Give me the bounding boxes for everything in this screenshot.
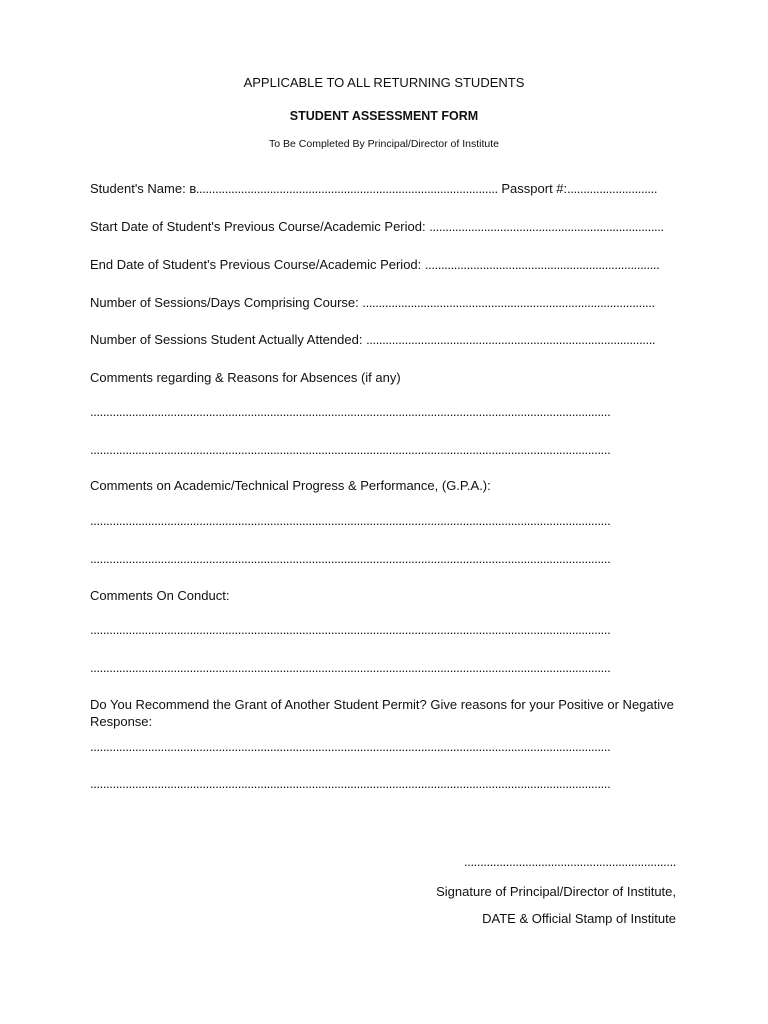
sessions-attended-row (90, 332, 676, 348)
sessions-total-field[interactable]: ........................................................................................... (362, 295, 655, 310)
conduct-label: Comments On Conduct: (90, 588, 230, 603)
absences-line-2[interactable]: .................................................................................................................................................................. (90, 442, 611, 457)
academic-label: Comments on Academic/Technical Progress & Performance, (G.P.A.): (90, 478, 491, 493)
date-stamp-caption: DATE & Official Stamp of Institute (482, 911, 676, 926)
form-subtitle: To Be Completed By Principal/Director of Institute (269, 138, 499, 150)
recommend-line-1[interactable]: .................................................................................................................................................................. (90, 739, 611, 754)
signature-caption: Signature of Principal/Director of Institute, (436, 884, 676, 899)
applicability-note: APPLICABLE TO ALL RETURNING STUDENTS (243, 75, 525, 90)
sessions-attended-field[interactable]: .......................................................................................... (366, 332, 656, 347)
form-title: STUDENT ASSESSMENT FORM (289, 109, 479, 123)
sessions-attended-label: Number of Sessions Student Actually Attended: (90, 332, 363, 347)
sessions-total-row (90, 295, 676, 311)
academic-line-2[interactable]: .................................................................................................................................................................. (90, 551, 611, 566)
conduct-line-2[interactable]: .................................................................................................................................................................. (90, 660, 611, 675)
start-date-field[interactable]: ......................................................................... (429, 219, 664, 234)
end-date-row (90, 257, 676, 273)
conduct-line-1[interactable]: .................................................................................................................................................................. (90, 622, 611, 637)
academic-line-1[interactable]: .................................................................................................................................................................. (90, 513, 611, 528)
recommend-line-2[interactable]: .................................................................................................................................................................. (90, 776, 611, 791)
signature-line[interactable]: .................................................................. (464, 854, 676, 869)
sessions-total-label: Number of Sessions/Days Comprising Course: (90, 295, 359, 310)
end-date-label: End Date of Student's Previous Course/Academic Period: (90, 257, 422, 272)
end-date-field[interactable]: ......................................................................... (424, 257, 660, 272)
student-name-field[interactable]: в.............................................................................................. (189, 181, 498, 196)
student-name-row (90, 181, 676, 197)
start-date-row (90, 219, 676, 235)
passport-field[interactable]: ............................ (567, 181, 658, 196)
passport-label: Passport #: (501, 181, 568, 196)
recommend-label: Do You Recommend the Grant of Another Student Permit? Give reasons for your Positive or Negative Response: (90, 697, 674, 729)
absences-line-1[interactable]: .................................................................................................................................................................. (90, 404, 611, 419)
student-name-label: Student's Name: (90, 181, 186, 196)
absences-label: Comments regarding & Reasons for Absences (if any) (90, 370, 401, 385)
start-date-label: Start Date of Student's Previous Course/Academic Period: (90, 219, 426, 234)
